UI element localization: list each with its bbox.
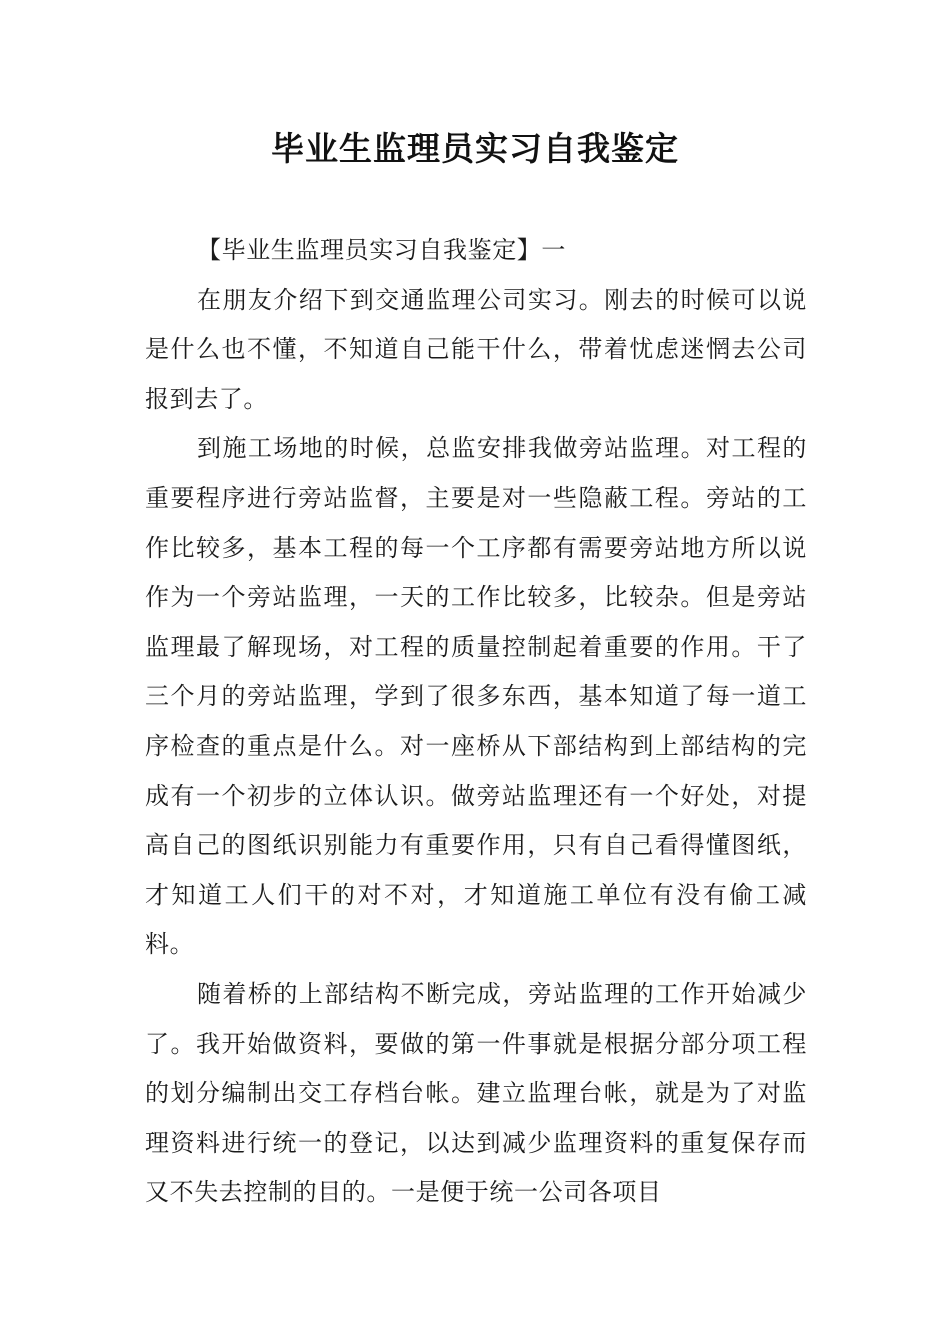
document-title: 毕业生监理员实习自我鉴定 [271,129,679,168]
paragraph-heading: 【毕业生监理员实习自我鉴定】一 [197,236,566,264]
paragraph: 到施工场地的时候，总监安排我做旁站监理。对工程的重要程序进行旁站监督，主要是对一些隐蔽工程。旁站的工作比较多，基本工程的每一个工序都有需要旁站地方所以说作为一个旁站监理，一天的工作比较多，比较杂。但是旁站监理最了解现场，对工程的质量控制起着重要的作用。干了三个月的旁站监理，学到了很多东西，基本知道了每一道工序检查的重点是什么。对一座桥从下部结构到上部结构的完成有一个初步的立体认识。做旁站监理还有一个好处，对提高自己的图纸识别能力有重要作用，只有自己看得懂图纸，才知道工人们干的对不对，才知道施工单位有没有偷工减料。 [145,434,807,959]
paragraph: 随着桥的上部结构不断完成，旁站监理的工作开始减少了。我开始做资料，要做的第一件事就是根据分部分项工程的划分编制出交工存档台帐。建立监理台帐，就是为了对监理资料进行统一的登记，以达到减少监理资料的重复保存而又不失去控制的目的。一是便于统一公司各项目 [145,979,807,1207]
paragraph: 在朋友介绍下到交通监理公司实习。刚去的时候可以说是什么也不懂，不知道自己能干什么，带着忧虑迷惘去公司报到去了。 [145,285,807,413]
document-body [145,226,807,1218]
